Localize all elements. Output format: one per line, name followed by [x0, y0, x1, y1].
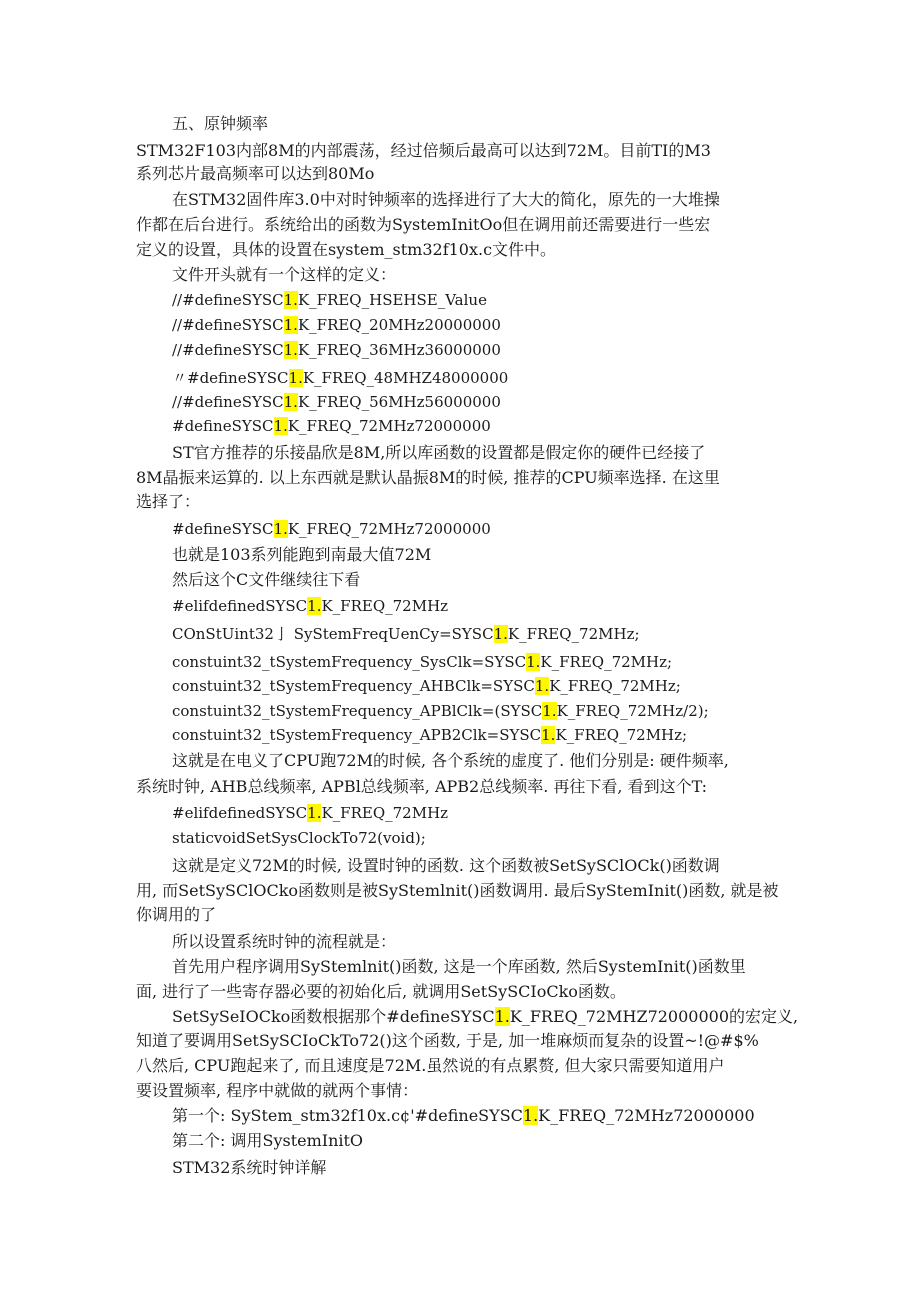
- highlight-mark: 1.: [541, 726, 556, 744]
- highlight-mark: 1.: [307, 597, 322, 615]
- paragraph-line: STM32F103内部8M的内部震荡，经过倍频后最高可以达到72M。目前TI的M3: [136, 141, 711, 160]
- code-line: staticvoidSetSysClockTo72(void);: [172, 829, 426, 847]
- paragraph-line: 首先用户程序调用SyStemlnit()函数, 这是一个库函数, 然后SystemInit()函数里: [172, 957, 746, 976]
- paragraph-line: SetSySeIOCko函数根据那个#defineSYSC1.K_FREQ_72MHZ72000000的宏定义,: [172, 1007, 799, 1026]
- paragraph-line: ST官方推荐的乐接晶欣是8M,所以库函数的设置都是假定你的硬件已经接了: [172, 443, 706, 462]
- paragraph-line: 选择了：: [136, 492, 201, 511]
- paragraph-line: 所以设置系统时钟的流程就是：: [172, 932, 397, 951]
- paragraph-line: 也就是103系列能跑到南最大值72M: [172, 545, 432, 564]
- highlight-mark: 1.: [283, 291, 298, 309]
- highlight-mark: 1.: [526, 653, 541, 671]
- paragraph-line: 定义的设置，具体的设置在system_stm32f10x.c文件中。: [136, 240, 557, 259]
- paragraph-line: 文件开头就有一个这样的定义：: [172, 265, 397, 284]
- code-line: constuint32_tSystemFrequency_AHBClk=SYSC1.K_FREQ_72MHz;: [172, 677, 681, 695]
- code-line: //#defineSYSC1.K_FREQ_HSEHSE_Value: [172, 291, 487, 309]
- highlight-mark: 1.: [493, 625, 508, 643]
- paragraph-line: 系统时钟, AHB总线频率, APBl总线频率, APB2总线频率. 再往下看, 看到这个T:: [136, 777, 708, 796]
- highlight-mark: 1.: [542, 702, 557, 720]
- heading-clock-frequency: 五、原钟频率: [172, 114, 269, 133]
- paragraph-line: 作都在后台进行。系统给出的函数为SystemInitOo但在调用前还需要进行一些宏: [136, 215, 711, 234]
- code-line: constuint32_tSystemFrequency_SysClk=SYSC1.K_FREQ_72MHz;: [172, 653, 673, 671]
- paragraph-line: 系列芯片最高频率可以达到80Mo: [136, 164, 375, 183]
- code-line: //#defineSYSC1.K_FREQ_56MHz56000000: [172, 393, 501, 411]
- code-line: constuint32_tSystemFrequency_APB2Clk=SYSC1.K_FREQ_72MHz;: [172, 726, 688, 744]
- paragraph-line: 然后这个C文件继续往下看: [172, 570, 361, 589]
- paragraph-line: 8M晶振来运算的. 以上东西就是默认晶振8M的时候, 推荐的CPU频率选择. 在这里: [136, 468, 720, 487]
- code-line: #defineSYSC1.K_FREQ_72MHz72000000: [172, 520, 491, 538]
- paragraph-line: 用, 而SetSySClOCko函数则是被SyStemlnit()函数调用. 最后SyStemInit()函数, 就是被: [136, 881, 779, 900]
- code-line: #defineSYSC1.K_FREQ_72MHz72000000: [172, 417, 491, 435]
- code-line: 〃#defineSYSC1.K_FREQ_48MHZ48000000: [172, 369, 509, 387]
- paragraph-line: 第二个: 调用SystemInitO: [172, 1131, 364, 1150]
- paragraph-line: 八然后, CPU跑起来了, 而且速度是72M.虽然说的有点累赘, 但大家只需要知道用户: [136, 1056, 725, 1075]
- code-line: #elifdefinedSYSC1.K_FREQ_72MHz: [172, 804, 449, 822]
- paragraph-line: 知道了要调用SetSySCIoCkTo72()这个函数, 于是, 加一堆麻烦而复杂的设置~!@#$%: [136, 1031, 759, 1050]
- highlight-mark: 1.: [288, 369, 303, 387]
- paragraph-line: 这就是定义72M的时候, 设置时钟的函数. 这个函数被SetSySClOCk()函数调: [172, 856, 720, 875]
- highlight-mark: 1.: [283, 316, 298, 334]
- paragraph-line: 面, 进行了一些寄存器必要的初始化后, 就调用SetSySCIoCko函数。: [136, 982, 626, 1001]
- code-line: //#defineSYSC1.K_FREQ_20MHz20000000: [172, 316, 501, 334]
- highlight-mark: 1.: [283, 341, 298, 359]
- highlight-mark: 1.: [307, 804, 322, 822]
- highlight-mark: 1.: [273, 520, 288, 538]
- paragraph-line: 要设置频率, 程序中就做的就两个事情：: [136, 1081, 419, 1100]
- highlight-mark: 1.: [494, 1007, 510, 1026]
- code-line: //#defineSYSC1.K_FREQ_36MHz36000000: [172, 341, 501, 359]
- paragraph-line: 你调用的了: [136, 905, 217, 924]
- paragraph-line: 在STM32固件库3.0中对时钟频率的选择进行了大大的简化，原先的一大堆操: [172, 190, 720, 209]
- highlight-mark: 1.: [273, 417, 288, 435]
- code-line: COnStUint32亅 SyStemFreqUenCy=SYSC1.K_FREQ_72MHz;: [172, 625, 640, 643]
- highlight-mark: 1.: [283, 393, 298, 411]
- paragraph-line: 这就是在电义了CPU跑72M的时候, 各个系统的虚度了. 他们分别是: 硬件频率,: [172, 751, 729, 770]
- code-line: #elifdefinedSYSC1.K_FREQ_72MHz: [172, 597, 449, 615]
- paragraph-line: 第一个: SyStem_stm32f10x.c¢'#defineSYSC1.K_FREQ_72MHz72000000: [172, 1106, 755, 1125]
- highlight-mark: 1.: [534, 677, 550, 695]
- code-line: constuint32_tSystemFrequency_APBlClk=(SYSC1.K_FREQ_72MHz/2);: [172, 702, 709, 720]
- highlight-mark: 1.: [522, 1106, 539, 1125]
- section-title: STM32系统时钟详解: [172, 1158, 327, 1177]
